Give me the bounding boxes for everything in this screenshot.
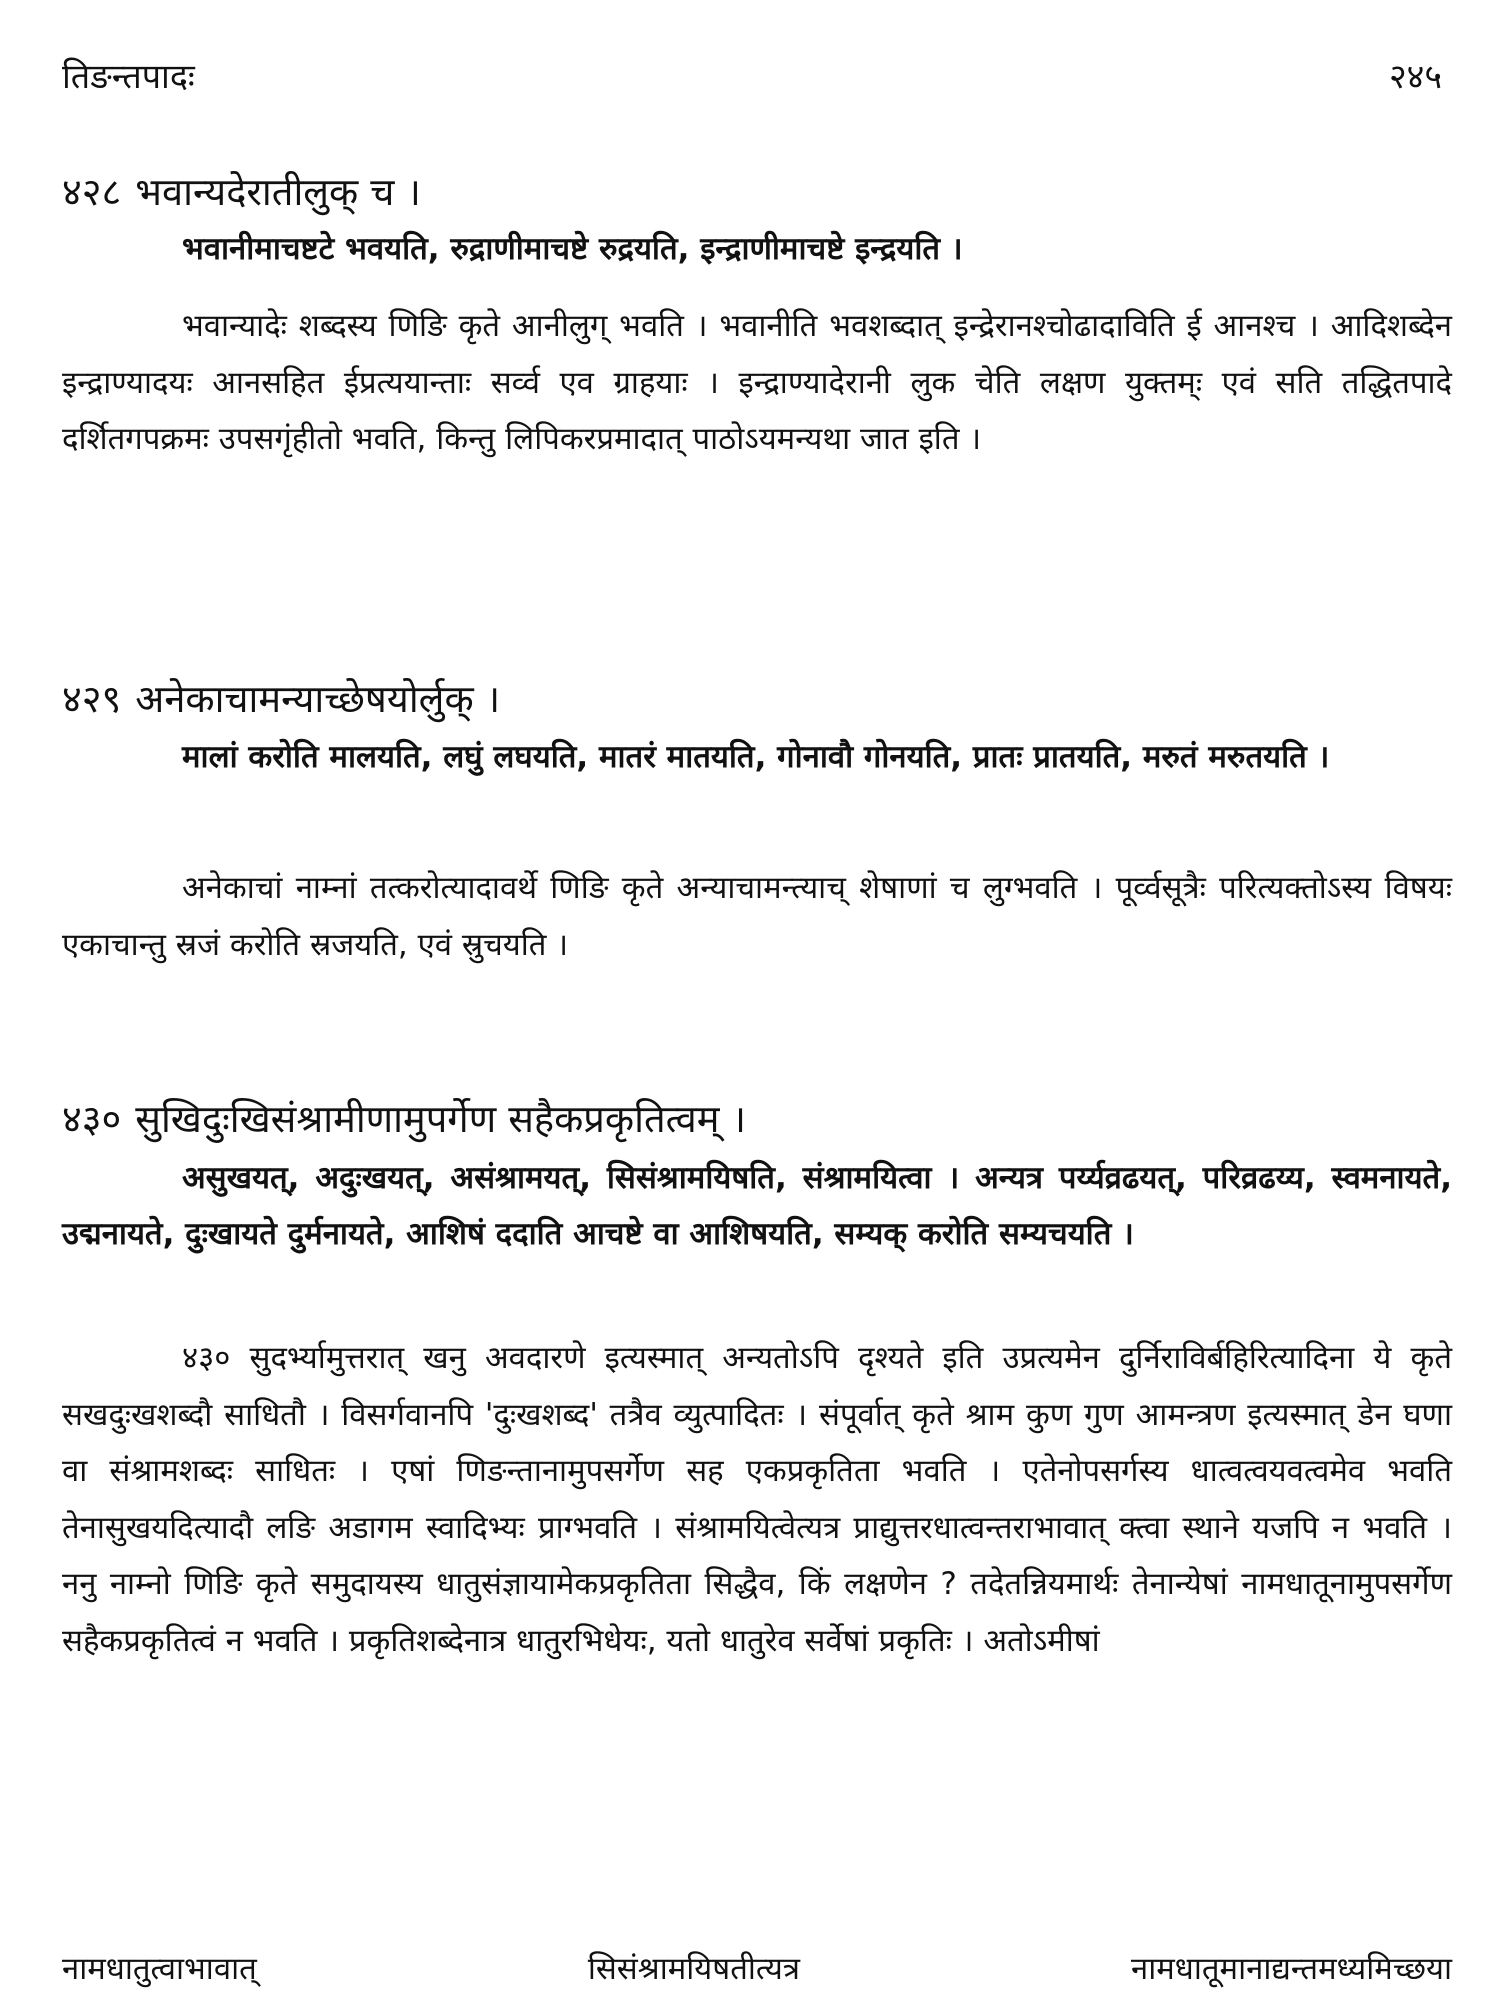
sutra-heading — [62, 1092, 1452, 1144]
sutra-text: सुखिदुःखिसंश्रामीणामुपर्गेण सहैकप्रकृतित्वम् । — [135, 1097, 747, 1141]
commentary-paragraph: ४३० सुदर्भ्यामुत्तरात् खनु अवदारणे इत्यस्मात् अन्यतोऽपि दृश्यते इति उप्रत्यमेन दुर्निराविर्बहिरित्यादिना ये कृते सखदुःखशब्दौ साधितौ । विसर्गवानपि 'दुःखशब्द' तत्रैव व्युत्पादितः । संपूर्वात् कृते श्राम कुण गुण आमन्त्रण इत्यस्मात् डेन घणा वा संश्रामशब्दः साधितः । एषां णिङन्तानामुपसर्गेण सह एकप्रकृतिता भवति । एतेनोपसर्गस्य धात्वत्वयवत्वमेव भवति तेनासुखयदित्यादौ लङि अडागम स्वादिभ्यः प्राग्भवति । संश्रामयित्वेत्यत्र प्राद्युत्तरधात्वन्तराभावात् क्त्वा स्थाने यजपि न भवति । ननु नाम्नो णिङि कृते समुदायस्य धातुसंज्ञायामेकप्रकृतिता सिद्धैव, किं लक्षणेन ? तदेतन्नियमार्थः तेनान्येषां नामधातूनामुपसर्गेण सहैकप्रकृतित्वं न भवति । प्रकृतिशब्देनात्र धातुरभिधेयः, यतो धातुरेव सर्वेषां प्रकृतिः । अतोऽमीषां — [62, 1340, 1452, 1659]
sutra-heading — [62, 672, 1452, 724]
sutra-number: ४२९ — [62, 677, 122, 721]
running-title: तिङन्तपादः — [62, 57, 195, 97]
running-head — [62, 52, 1442, 102]
sutra-text: भवान्यदेरातीलुक् च । — [135, 170, 421, 214]
commentary-paragraph: भवान्यादेः शब्दस्य णिङि कृते आनीलुग् भवति । भवानीति भवशब्दात् इन्द्रेरानश्चोढादाविति ई आनश्च । आदिशब्देन इन्द्राण्यादयः आनसहित ईप्रत्ययान्ताः सर्व्व एव ग्राहयाः । इन्द्राण्यादेरानी लुक चेति लक्षण युक्तम्ः एवं सति तद्धितपादे दर्शितगपक्रमः उपसगृंहीतो भवति, किन्तु लिपिकरप्रमादात् पाठोऽयमन्यथा जात इति । — [62, 308, 1452, 457]
sutra-number: ४३० — [62, 1097, 122, 1141]
last-line-word: सिसंश्रामयिषतीत्यत्र — [587, 1951, 800, 1987]
page-number: २४५ — [1388, 57, 1442, 97]
sutra-heading — [62, 165, 1452, 217]
example-paragraph: मालां करोति मालयति, लघुं लघयति, मातरं मातयति, गोनावौ गोनयति, प्रातः प्रातयति, मरुतं मरुतयति । — [182, 739, 1330, 775]
last-line-word: नामधातूमानाद्यन्तमध्यमिच्छया — [1131, 1951, 1452, 1987]
commentary-last-line — [62, 1947, 1452, 1989]
example-paragraph: असुखयत्, अदुःखयत्, असंश्रामयत्, सिसंश्रामयिषति, संश्रामयित्वा । अन्यत्र पर्य्यव्रढयत्, परिव्रढय्य, स्वमनायते, उद्मनायते, दुःखायते दुर्मनायते, आशिषं ददाति आचष्टे वा आशिषयति, सम्यक् करोति सम्यचयति । — [62, 1160, 1452, 1252]
example-line: भवानीमाचष्टटे भवयति, रुद्राणीमाचष्टे रुद्रयति, इन्द्राणीमाचष्टे इन्द्रयति । — [182, 231, 963, 267]
sutra-number: ४२८ — [62, 170, 122, 214]
last-line-word: नामधातुत्वाभावात् — [62, 1951, 257, 1987]
commentary-paragraph: अनेकाचां नाम्नां तत्करोत्यादावर्थे णिङि कृते अन्याचामन्त्याच् शेषाणां च लुग्भवति । पूर्व्वसूत्रैः परित्यक्तोऽस्य विषयः एकाचान्तु स्रजं करोति स्रजयति, एवं स्रुचयति । — [62, 870, 1452, 963]
sutra-text: अनेकाचामन्याच्छेषयोर्लुक् । — [135, 677, 501, 721]
